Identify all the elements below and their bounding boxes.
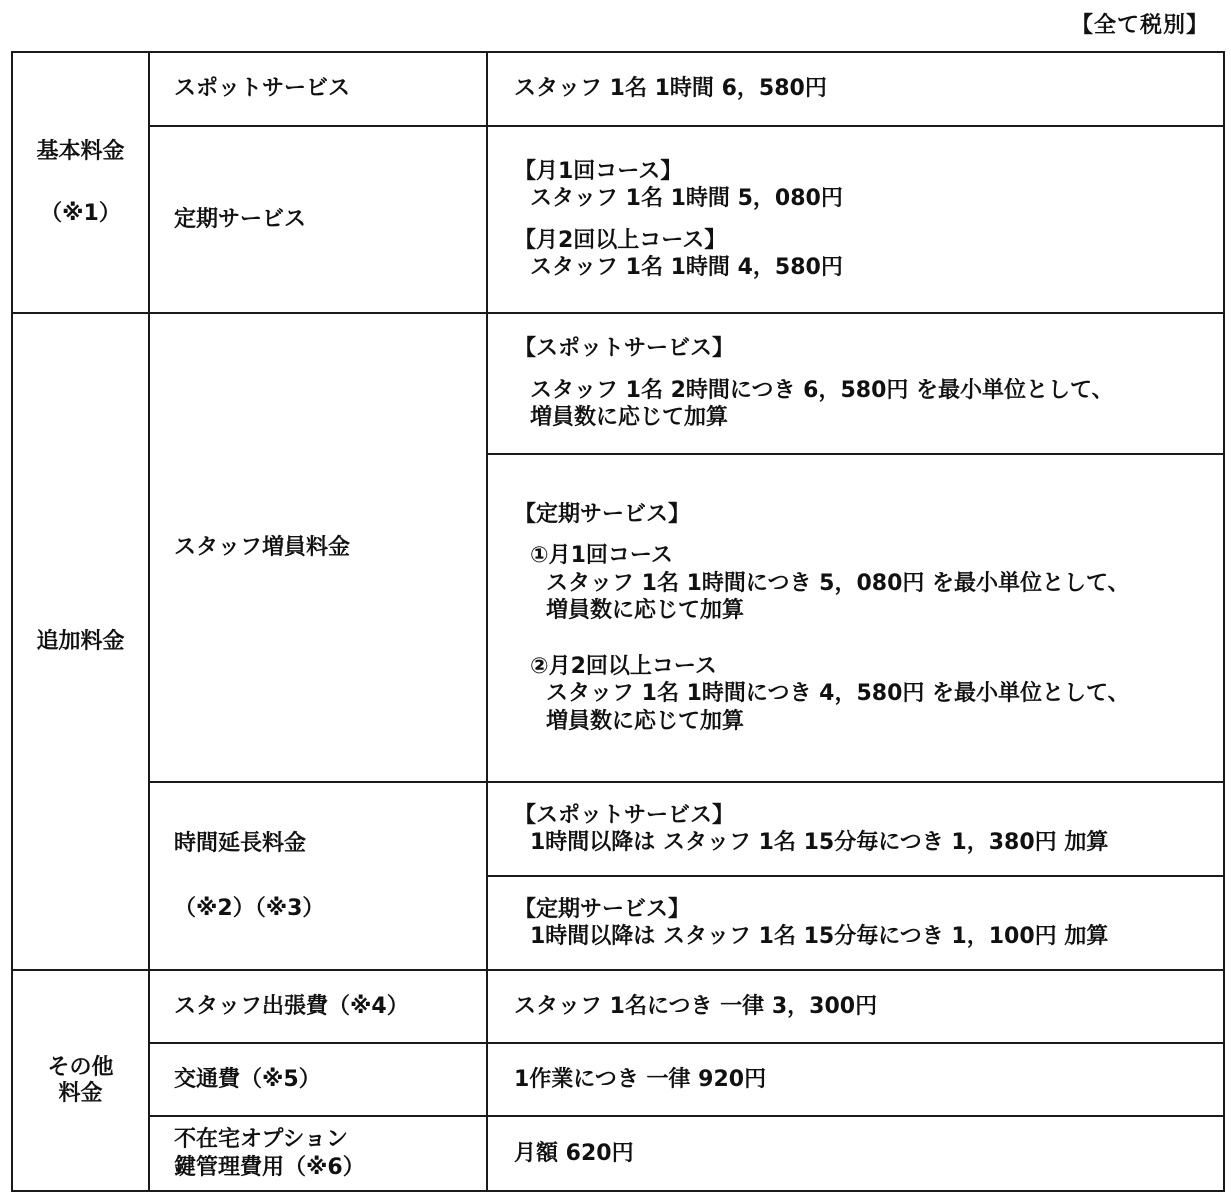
service-name-absence-line1: 不在宅オプション [174,1127,349,1152]
service-name-staff-increase: スタッフ増員料金 [149,313,487,782]
staff-increase-spot-line2: 増員数に応じて加算 [530,405,729,431]
category-other-cell [12,970,149,1191]
course1-price: スタッフ 1名 1時間 5，080円 [530,186,843,211]
pricing-table [11,51,1225,1192]
price-regular-cell [487,126,1224,313]
service-name-absence-line2: 鍵管理費用（※6） [174,1154,365,1180]
staff-increase-regular-cell [487,454,1224,782]
course1-title: 【月1回コース】 [514,158,683,184]
category-other-line2: 料金 [58,1080,103,1106]
category-basic-note: （※1） [40,200,121,226]
staff-increase-course1-line2: 増員数に応じて加算 [546,598,745,624]
course2-price: スタッフ 1名 1時間 4，580円 [530,255,843,280]
extension-spot-title: 【スポットサービス】 [514,802,735,828]
extension-spot-cell [487,782,1224,876]
staff-increase-spot-title: 【スポットサービス】 [514,336,735,362]
service-name-travel: スタッフ出張費（※4） [149,970,487,1043]
staff-increase-course2-title: ②月2回以上コース [530,653,717,679]
table-row [12,782,1224,876]
tax-note: 【全て税別】 [1070,13,1209,38]
staff-increase-spot-cell [487,313,1224,454]
staff-increase-course2-line2: 増員数に応じて加算 [546,708,745,734]
price-transport: 1作業につき 一律 920円 [487,1043,1224,1116]
service-name-absence-cell [149,1116,487,1191]
table-row [12,970,1224,1043]
service-name-extension-note: （※2）（※3） [174,896,325,921]
staff-increase-course1-line1: スタッフ 1名 1時間につき 5，080円 を最小単位として、 [546,570,1130,596]
staff-increase-spot-line1: スタッフ 1名 2時間につき 6，580円 を最小単位として、 [530,377,1114,403]
category-other-line1: その他 [47,1055,114,1081]
category-basic-label: 基本料金 [36,139,125,164]
category-basic-cell [12,52,149,313]
course2-title: 【月2回以上コース】 [514,227,727,253]
table-row [12,126,1224,313]
extension-spot-line: 1時間以降は スタッフ 1名 15分毎につき 1，380円 加算 [530,830,1109,855]
extension-regular-title: 【定期サービス】 [514,896,691,922]
extension-regular-line: 1時間以降は スタッフ 1名 15分毎につき 1，100円 加算 [530,924,1109,949]
extension-regular-cell [487,876,1224,970]
service-name-extension-cell [149,782,487,970]
service-name-extension: 時間延長料金 [174,830,307,856]
price-spot: スタッフ 1名 1時間 6，580円 [487,52,1224,126]
staff-increase-regular-title: 【定期サービス】 [514,501,691,527]
category-additional-cell: 追加料金 [12,313,149,970]
price-absence: 月額 620円 [487,1116,1224,1191]
table-row [12,1116,1224,1191]
service-name-transport: 交通費（※5） [149,1043,487,1116]
service-name-regular: 定期サービス [149,126,487,313]
price-travel: スタッフ 1名につき 一律 3，300円 [487,970,1224,1043]
staff-increase-course1-title: ①月1回コース [530,543,673,569]
table-row [12,52,1224,126]
table-row [12,313,1224,454]
staff-increase-course2-line1: スタッフ 1名 1時間につき 4，580円 を最小単位として、 [546,681,1130,707]
table-row [12,1043,1224,1116]
service-name-spot: スポットサービス [149,52,487,126]
